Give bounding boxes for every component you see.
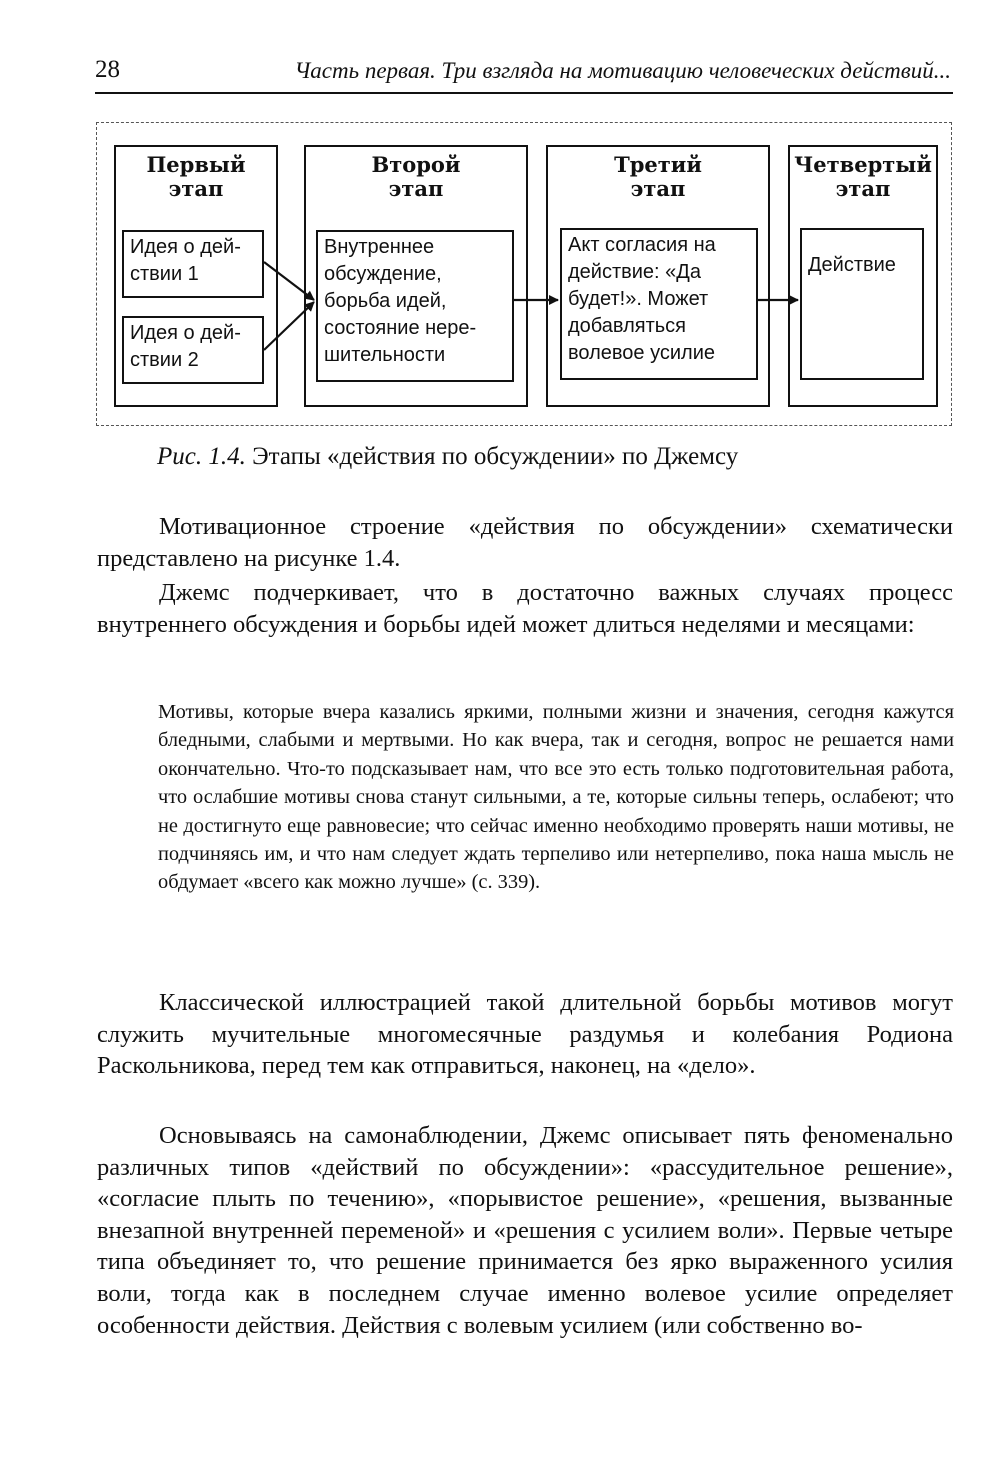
stage-1-title: Первый этап (146, 152, 246, 201)
paragraph-2: Джемс подчеркивает, что в достаточно важных случаях процесс внутреннего обсуждения и борьбы идей может длиться неделями и месяцами: (97, 579, 953, 638)
stage-1-idea-1-box: Идея о дей- ствии 1 (122, 230, 264, 298)
paragraph-4: Основываясь на самонаблюдении, Джемс описывает пять феноменально различных типов «действий по обсуждении»: «рассудительное решение», «согласие плыть по течению», «порывистое решение», «решения, вызванные внезапной внутренней переменой» и «решения с усилием воли». Первые четыре типа объединяет то, что решение принимается без ярко выраженного усилия воли, тогда как в последнем случае именно волевое усилие определяет особенности действия. Действия с волевым усилием (или собственно во- (97, 1122, 953, 1339)
figure-caption-label: Рис. 1.4. (157, 443, 246, 470)
running-title: Часть первая. Три взгляда на мотивацию человеческих действий... (294, 58, 951, 83)
figure-caption-text: Этапы «действия по обсуждении» по Джемсу (245, 443, 739, 470)
stage-2-discussion-box: Внутреннее обсуждение, борьба идей, состояние нере- шительности (316, 230, 514, 382)
stage-1-idea-2-box: Идея о дей- ствии 2 (122, 316, 264, 384)
stage-2-title: Второй этап (371, 152, 461, 201)
arrow-idea1-to-stage2 (264, 262, 314, 300)
paragraph-3: Классической иллюстрацией такой длительной борьбы мотивов могут служить мучительные многомесячные раздумья и колебания Родиона Раскольникова, перед тем как отправиться, наконец, на «дело». (97, 989, 953, 1080)
page-number: 28 (95, 56, 120, 83)
arrow-idea2-to-stage2 (264, 302, 314, 350)
block-quote: Мотивы, которые вчера казались яркими, полными жизни и значения, сегодня кажутся бледными, слабыми и мертвыми. Но как вчера, так и сегодня, вопрос не решается нами окончательно. Что-то подсказывает нам, что все это есть только подготовительная работа, что ослабшие мотивы снова станут сильными, а те, которые сильны теперь, ослабеют; что не достигнуто еще равновесие; что сейчас именно необходимо проверять наши мотивы, не подчиняясь им, и что нам следует ждать терпеливо или нетерпеливо, пока наша мысль не обдумает «всего как можно лучше» (с. 339). (158, 701, 954, 894)
flow-arrows (0, 0, 1000, 450)
stage-4-title: Четвертый этап (794, 152, 932, 201)
stage-4-action-box: Действие (800, 228, 924, 380)
paragraph-1: Мотивационное строение «действия по обсуждении» схематически представлено на рисунке 1.4. (97, 513, 953, 572)
stage-3-consent-box: Акт согласия на действие: «Да будет!». Может добавляться волевое усилие (560, 228, 758, 380)
figure-caption (157, 443, 738, 471)
stage-3-title: Третий этап (614, 152, 702, 201)
